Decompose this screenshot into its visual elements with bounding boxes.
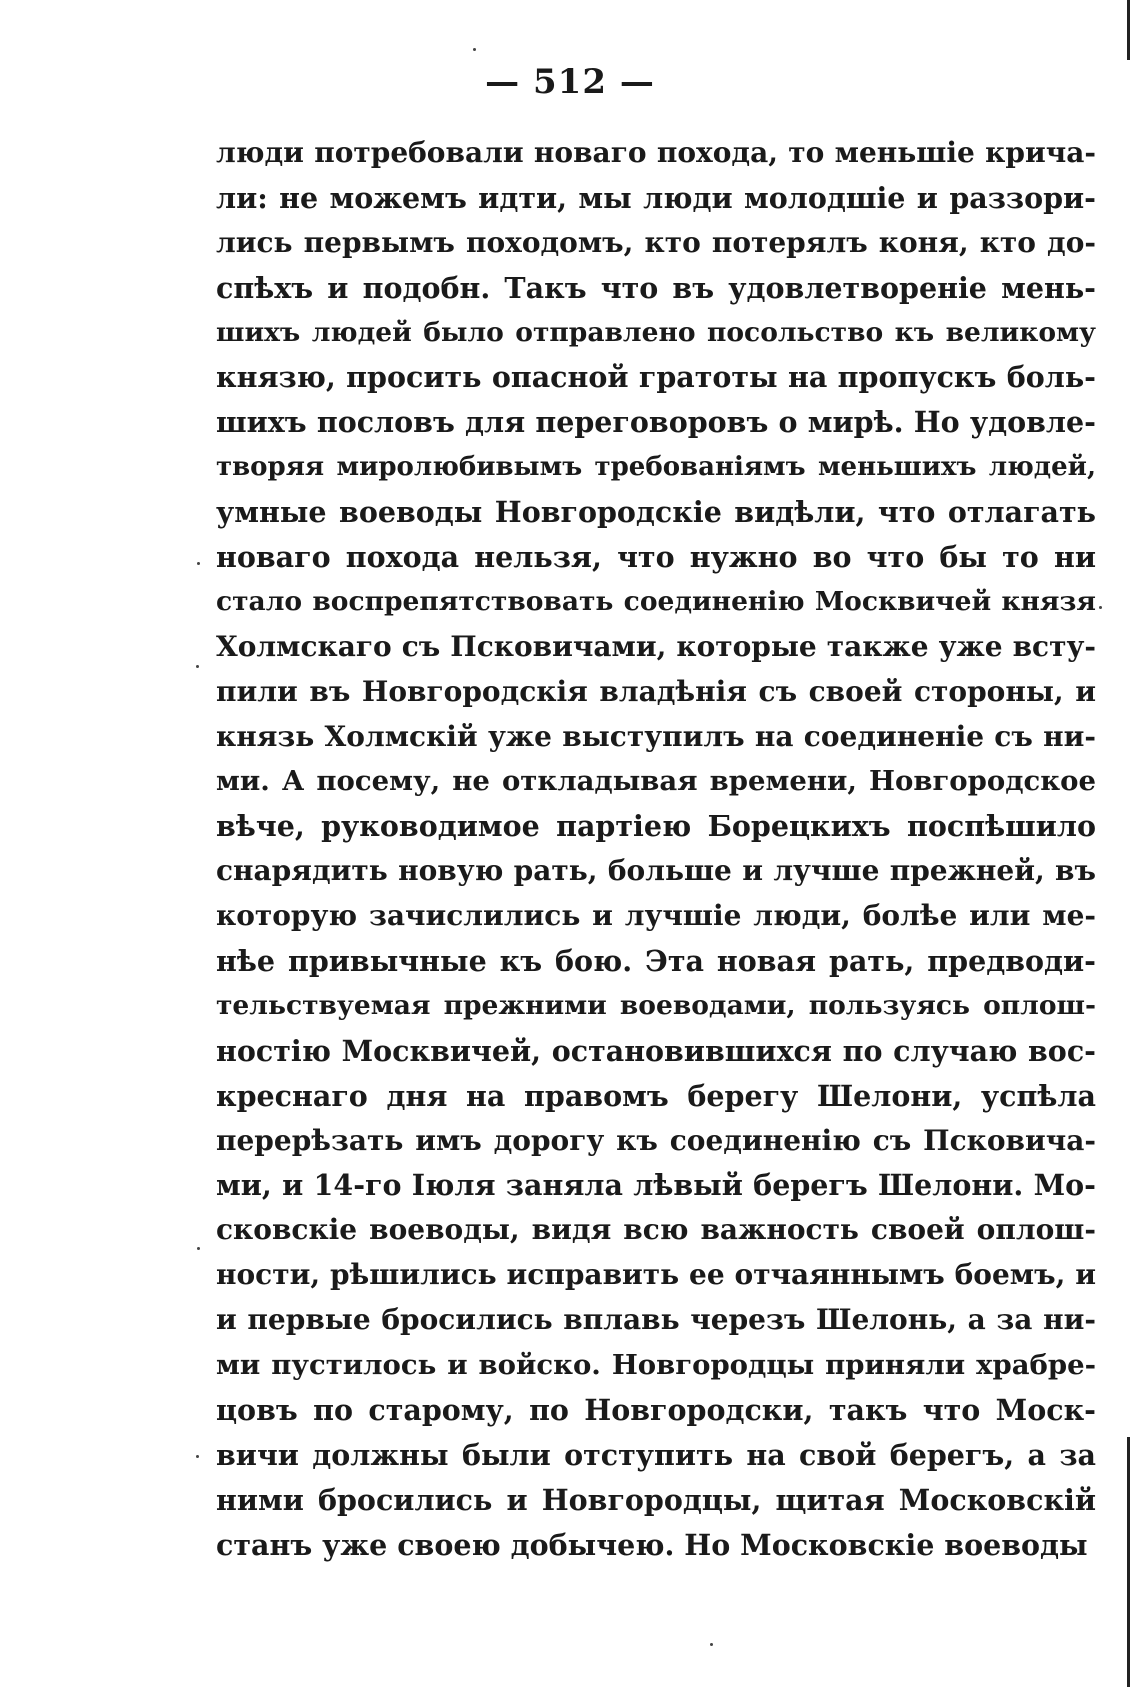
text-line: ми. А посему, не откладывая времени, Новгородское (216, 765, 1096, 798)
body-text (216, 131, 1096, 1568)
text-line: вѣче, руководимое партіею Борецкихъ поспѣшило (216, 809, 1096, 844)
text-line: креснаго дня на правомъ берегу Шелони, успѣла (216, 1078, 1096, 1113)
page-edge-rule-top (1127, 0, 1130, 60)
text-line: шихъ людей было отправлено посольство къ великому (216, 316, 1096, 348)
text-line: Холмскаго съ Псковичами, которые также уже всту- (216, 629, 1096, 663)
text-line: люди потребовали новаго похода, то меньшіе крича- (216, 136, 1096, 169)
scan-speck (196, 665, 199, 668)
text-line: стало воспрепятствовать соединенію Москвичей князя (216, 585, 1096, 617)
text-line: князю, просить опасной гратоты на пропускъ боль- (216, 360, 1096, 395)
text-line: князь Холмскій уже выступилъ на соединеніе съ ни- (216, 719, 1096, 753)
scan-speck (197, 562, 200, 565)
text-line: которую зачислились и лучшіе люди, болѣе или ме- (216, 899, 1096, 933)
text-line: ми, и 14-го Іюля заняла лѣвый берегъ Шелони. Мо- (216, 1168, 1096, 1203)
page-edge-rule-bottom (1127, 1437, 1130, 1687)
text-line: спѣхъ и подобн. Такъ что въ удовлетвореніе мень- (216, 270, 1096, 305)
text-line: ности, рѣшились исправить ее отчаяннымъ боемъ, и (216, 1258, 1096, 1292)
scan-speck (196, 1455, 199, 1458)
text-line: творяя миролюбивымъ требованіямъ меньшихъ людей, (216, 452, 1096, 483)
text-line: снарядить новую рать, больше и лучше прежней, въ (216, 854, 1096, 888)
scan-speck (710, 1643, 713, 1646)
text-line: нѣе привычные къ бою. Эта новая рать, предводи- (216, 944, 1096, 979)
text-line: и первые бросились вплавь черезъ Шелонь, а за ни- (216, 1303, 1096, 1337)
scan-speck (197, 1247, 200, 1250)
text-line: ними бросились и Новгородцы, щитая Московскій (216, 1482, 1096, 1517)
text-line: цовъ по старому, по Новгородски, такъ что Моск- (216, 1392, 1096, 1427)
text-line: ли: не можемъ идти, мы люди молодшіе и раззори- (216, 180, 1096, 215)
text-line: умные воеводы Новгородскіе видѣли, что отлагать (216, 495, 1096, 530)
scan-speck (473, 48, 476, 51)
text-line: сковскіе воеводы, видя всю важность своей оплош- (216, 1213, 1096, 1247)
scan-speck (1099, 606, 1102, 609)
page-number: — 512 — (485, 62, 655, 102)
text-line: вичи должны были отступить на свой берегъ, а за (216, 1437, 1096, 1472)
text-line: пили въ Новгородскія владѣнія съ своей стороны, и (216, 674, 1096, 708)
text-line: тельствуемая прежними воеводами, пользуясь оплош- (216, 989, 1096, 1021)
text-line: перерѣзать имъ дорогу къ соединенію съ Псковича- (216, 1123, 1096, 1157)
text-line: станъ уже своею добычею. Но Московскіе воеводы (216, 1527, 1088, 1562)
text-line: новаго похода нельзя, что нужно во что бы то ни (216, 540, 1096, 575)
text-line: ностію Москвичей, остановившихся по случаю вос- (216, 1033, 1096, 1068)
text-line: лись первымъ походомъ, кто потерялъ коня, кто до- (216, 225, 1096, 259)
text-line: ми пустилось и войско. Новгородцы приняли храбре- (216, 1349, 1096, 1382)
text-line: шихъ пословъ для переговоровъ о мирѣ. Но удовле- (216, 405, 1096, 440)
